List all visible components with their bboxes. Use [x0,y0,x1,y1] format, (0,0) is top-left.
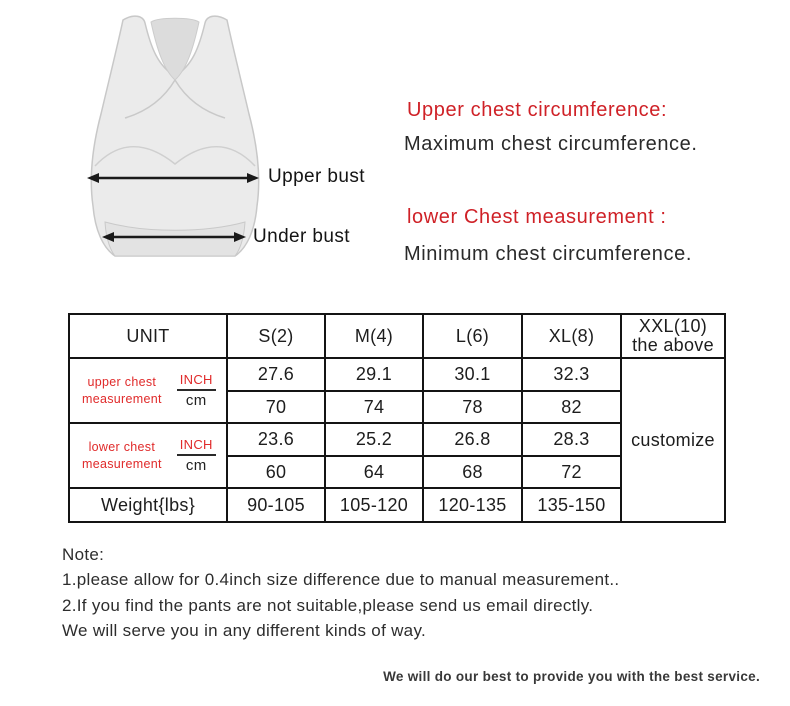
size-header-s: S(2) [227,314,325,358]
customize-cell: customize [621,358,725,522]
size-value-cell: 27.6 [227,358,325,391]
lower-chest-label-cell [69,423,227,488]
upper-chest-label-line1: upper chest [87,374,157,389]
footer-service-text: We will do our best to provide you with the best service. [383,669,760,684]
table-row [69,358,725,391]
size-value-cell: 70 [227,391,325,423]
size-value-cell: 68 [423,456,522,488]
note-line: We will serve you in any different kinds of way. [62,620,427,640]
size-value-cell: 25.2 [325,423,423,456]
cm-unit-label: cm [185,457,207,474]
note-line: 1.please allow for 0.4inch size difference due to manual measurement.. [62,570,620,590]
size-header-m: M(4) [325,314,423,358]
upper-chest-label-line2: measurement [82,391,162,406]
size-header-xl: XL(8) [522,314,621,358]
upper-chest-description: Maximum chest circumference. [404,133,698,155]
unit-header-cell: UNIT [69,314,227,358]
size-value-cell: 29.1 [325,358,423,391]
weight-label-cell: Weight{lbs} [69,488,227,522]
size-value-cell: 72 [522,456,621,488]
size-value-cell: 90-105 [227,488,325,522]
inch-cm-fraction [177,437,216,474]
upper-chest-label-cell [69,358,227,423]
upper-bust-label: Upper bust [268,166,365,187]
size-value-cell: 32.3 [522,358,621,391]
lower-chest-label-line2: measurement [82,456,162,471]
under-bust-label: Under bust [253,226,350,247]
size-value-cell: 120-135 [423,488,522,522]
size-value-cell: 30.1 [423,358,522,391]
sports-bra-illustration [85,14,265,264]
size-header-xxl [621,314,725,358]
size-value-cell: 105-120 [325,488,423,522]
size-value-cell: 135-150 [522,488,621,522]
size-value-cell: 28.3 [522,423,621,456]
notes-title: Note: [62,545,105,564]
size-value-cell: 60 [227,456,325,488]
size-value-cell: 78 [423,391,522,423]
size-value-cell: 26.8 [423,423,522,456]
lower-chest-label-line1: lower chest [88,439,156,454]
size-value-cell: 74 [325,391,423,423]
note-line: 2.If you find the pants are not suitable,please send us email directly. [62,595,594,615]
cm-unit-label: cm [185,392,207,409]
lower-chest-description: Minimum chest circumference. [404,243,692,265]
notes-block [62,542,619,643]
size-table [68,313,726,523]
size-header-l: L(6) [423,314,522,358]
inch-unit-label: INCH [177,437,216,456]
upper-chest-heading: Upper chest circumference: [407,99,668,121]
xxl-header-line1: XXL(10) [638,316,708,336]
size-value-cell: 64 [325,456,423,488]
inch-cm-fraction [177,372,216,409]
size-value-cell: 82 [522,391,621,423]
table-header-row [69,314,725,358]
xxl-header-line2: the above [632,335,714,355]
inch-unit-label: INCH [177,372,216,391]
lower-chest-heading: lower Chest measurement : [407,206,667,228]
size-value-cell: 23.6 [227,423,325,456]
